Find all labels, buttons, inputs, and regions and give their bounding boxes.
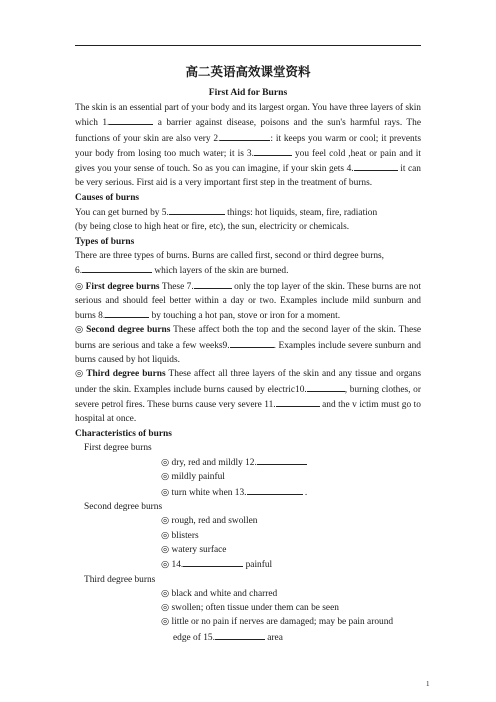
blank-8[interactable] [105, 308, 149, 318]
first-degree-label: First degree burns [85, 281, 160, 292]
passage-title: First Aid for Burns [208, 87, 288, 98]
second-degree-category: Second degree burns [84, 502, 163, 513]
first-degree-paragraph: ◎ First degree burns These 7. only the top layer of the skin. These burns are not serious and should feel better within a day or two. Examples include mild sunburn and burns 8. by touching a hot pan, stove or iron for a moment. [75, 279, 421, 324]
bullet-icon: ◎ [161, 516, 170, 527]
blank-6[interactable] [82, 263, 152, 273]
list-item: ◎ mildly painful [161, 472, 225, 483]
causes-heading: Causes of burns [75, 192, 140, 203]
bullet-icon: ◎ [161, 588, 170, 599]
characteristics-list [75, 441, 421, 645]
bullet-icon: ◎ [161, 603, 170, 614]
bullet-icon: ◎ [161, 617, 170, 628]
list-item: ◎ swollen; often tissue under them can be seen [161, 603, 339, 614]
second-degree-label: Second degree burns [86, 325, 171, 336]
third-degree-paragraph: ◎ Third degree burns These affect all three layers of the skin and any tissue and organs under the skin. Examples include burns caused by electric10. , burning clothes, or severe petrol fires. These burns cause very severe 11. and the v ictim must go to hospital at once. [75, 369, 422, 425]
blank-13[interactable] [247, 485, 303, 495]
blank-10[interactable] [307, 382, 345, 392]
bullet-icon: ◎ [161, 560, 170, 571]
bullet-icon: ◎ [161, 487, 170, 498]
list-item: ◎ black and white and charred [161, 588, 278, 599]
characteristics-heading: Characteristics of burns [75, 428, 172, 439]
list-item: ◎ watery surface [161, 544, 227, 555]
second-degree-paragraph: ◎ Second degree burns These affect both the top and the second layer of the skin. These burns are serious and take a few weeks9. . Examples include severe sunburn and burns caused by hot liquids. [75, 325, 422, 366]
list-item: ◎ turn white when 13. . [75, 485, 421, 500]
blank-5[interactable] [169, 205, 225, 215]
blank-1[interactable] [109, 115, 153, 125]
first-degree-category: First degree burns [84, 442, 152, 453]
bullet-icon: ◎ [161, 458, 170, 469]
list-item: ◎ dry, red and mildly 12. [75, 455, 421, 470]
list-item: ◎ rough, red and swollen [161, 516, 258, 527]
third-degree-category: Third degree burns [84, 574, 156, 585]
third-degree-label: Third degree burns [86, 369, 166, 380]
blank-12[interactable] [257, 455, 307, 465]
document-body [75, 62, 421, 645]
types-paragraph: There are three types of burns. Burns are called first, second or third degree burns, 6. which layers of the skin are burned. [75, 250, 384, 277]
bullet-icon: ◎ [75, 325, 84, 336]
blank-15[interactable] [215, 630, 265, 640]
blank-4[interactable] [354, 161, 398, 171]
list-item: ◎ 14. painful [75, 557, 421, 572]
blank-11[interactable] [276, 397, 320, 407]
intro-paragraph: The skin is an essential part of your body and its largest organ. You have three layers of skin which 1. a barrier against disease, poisons and the sun's harmful rays. The functions of your skin are also very 2. : it keeps you warm or cool; it prevents your body from losing too much water; it is 3. you feel cold ,heat or pain and it gives you your sense of touch. So as you can imagine, if your skin gets 4. it can be very serious. First aid is a very important first step in the treatment of burns. [75, 103, 421, 189]
blank-3[interactable] [254, 146, 292, 156]
types-heading: Types of burns [75, 236, 135, 247]
blank-9[interactable] [230, 338, 274, 348]
bullet-icon: ◎ [75, 369, 84, 380]
header-rule [75, 45, 421, 46]
page-title: 高二英语高效课堂资料 [185, 64, 311, 79]
bullet-icon: ◎ [161, 472, 170, 483]
blank-2[interactable] [220, 131, 270, 141]
causes-paragraph: You can get burned by 5. things: hot liquids, steam, fire, radiation (by being close to high heat or fire, etc), the sun, electricity or chemicals. [75, 205, 421, 235]
list-item-continuation: edge of 15. area [75, 630, 421, 645]
list-item: ◎ blisters [161, 530, 199, 541]
bullet-icon: ◎ [75, 281, 84, 292]
list-item: ◎ little or no pain if nerves are damaged; may be pain around [161, 617, 394, 628]
blank-14[interactable] [183, 557, 243, 567]
blank-7[interactable] [194, 279, 232, 289]
bullet-icon: ◎ [161, 544, 170, 555]
bullet-icon: ◎ [161, 530, 170, 541]
page-number: 1 [426, 680, 430, 688]
